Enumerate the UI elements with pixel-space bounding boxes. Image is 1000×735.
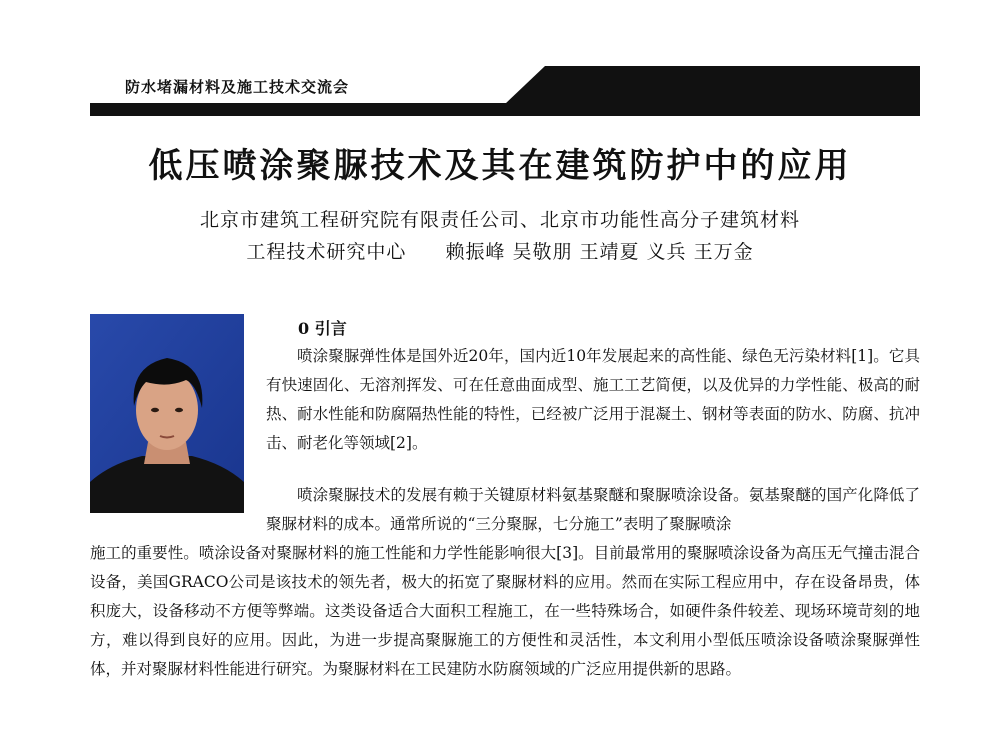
affiliation-line <box>0 205 1000 232</box>
affiliation-text: 北京市建筑工程研究院有限责任公司、北京市功能性高分子建筑材料 <box>199 209 800 231</box>
author-list: 赖振峰 吴敬朋 王靖夏 义兵 王万金 <box>445 241 754 263</box>
section-heading: 0 引言 <box>298 319 347 338</box>
body-paragraph: 喷涂聚脲技术的发展有赖于关键原材料氨基聚醚和聚脲喷涂设备。氨基聚醚的国产化降低了聚脲材料的成本。通常所说的“三分聚脲，七分施工”表明了聚脲喷涂 <box>266 486 920 533</box>
affiliation-authors-line <box>0 237 1000 264</box>
author-portrait-photo <box>90 314 244 513</box>
page-title: 低压喷涂聚脲技术及其在建筑防护中的应用 <box>148 146 852 186</box>
conference-header: 防水堵漏材料及施工技术交流会 <box>125 78 350 96</box>
body-paragraph: 喷涂聚脲弹性体是国外近20年，国内近10年发展起来的高性能、绿色无污染材料[1]。它具有快速固化、无溶剂挥发、可在任意曲面成型、施工工艺简便，以及优异的力学性能、极高的耐热、耐水性能和防腐隔热性能的特性，已经被广泛用于混凝土、钢材等表面的防水、防腐、抗冲击、耐老化等领域[2]。 <box>266 347 920 452</box>
affiliation-text: 工程技术研究中心 <box>246 241 407 263</box>
body-paragraph-continuation: 施工的重要性。喷涂设备对聚脲材料的施工性能和力学性能影响很大[3]。目前最常用的聚脲喷涂设备为高压无气撞击混合设备，美国GRACO公司是该技术的领先者，极大的拓宽了聚脲材料的应用。然而在实际工程应用中，存在设备昂贵，体积庞大，设备移动不方便等弊端。这类设备适合大面积工程施工，在一些特殊场合，如硬件条件较差、现场环境苛刻的地方，难以得到良好的应用。因此，为进一步提高聚脲施工的方便性和灵活性，本文利用小型低压喷涂设备喷涂聚脲弹性体，并对聚脲材料性能进行研究。为聚脲材料在工民建防水防腐领域的广泛应用提供新的思路。 <box>90 544 920 678</box>
